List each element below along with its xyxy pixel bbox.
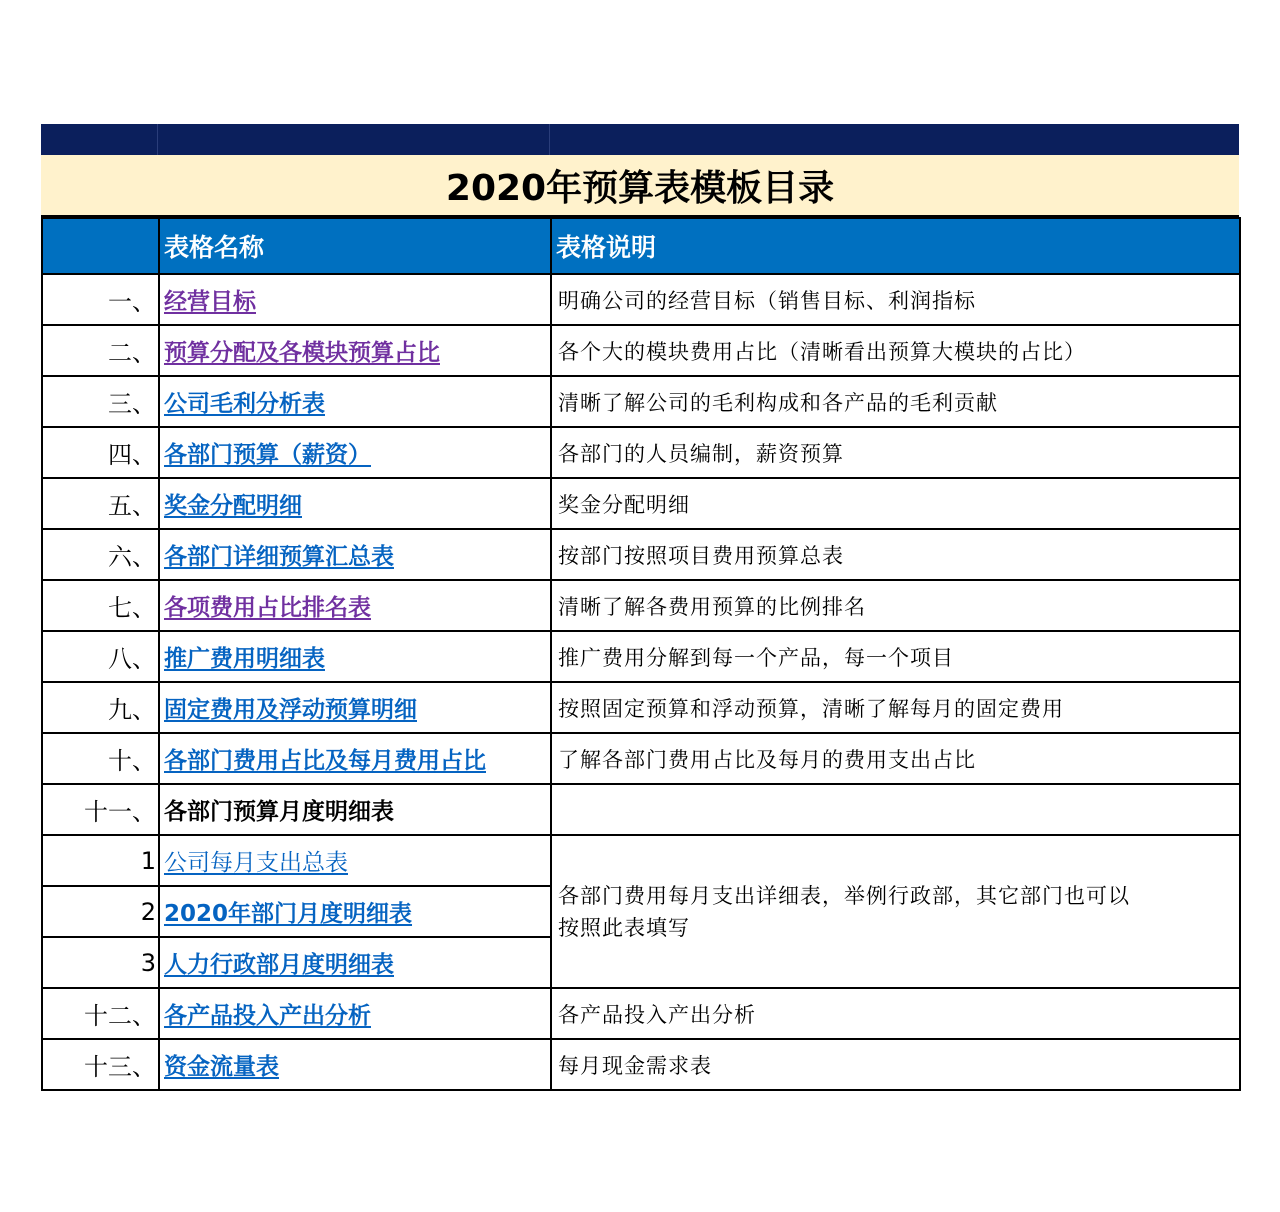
row-description: 清晰了解各费用预算的比例排名: [551, 580, 1240, 631]
row-number: 六、: [42, 529, 159, 580]
row-number: 九、: [42, 682, 159, 733]
row-description: 明确公司的经营目标（销售目标、利润指标: [551, 274, 1240, 325]
row-number: 3: [42, 937, 159, 988]
row-description: 每月现金需求表: [551, 1039, 1240, 1090]
row-description: 了解各部门费用占比及每月的费用支出占比: [551, 733, 1240, 784]
row-number: 十、: [42, 733, 159, 784]
top-bar-segment: [41, 124, 158, 155]
row-number: 十一、: [42, 784, 159, 835]
row-number: 十三、: [42, 1039, 159, 1090]
row-number: 七、: [42, 580, 159, 631]
table-row: [42, 325, 1240, 376]
top-bar-segment: [550, 124, 1239, 155]
table-row: [42, 1039, 1240, 1090]
row-description: 推广费用分解到每一个产品，每一个项目: [551, 631, 1240, 682]
sheet-link[interactable]: 固定费用及浮动预算明细: [164, 697, 417, 723]
row-number: 三、: [42, 376, 159, 427]
table-header-row: [42, 218, 1240, 274]
row-number: 2: [42, 886, 159, 937]
catalog-sheet: [41, 124, 1239, 1091]
table-row: [42, 835, 1240, 886]
header-cell-name: 表格名称: [159, 218, 551, 274]
table-row: [42, 733, 1240, 784]
top-bar-segment: [158, 124, 550, 155]
row-number: 一、: [42, 274, 159, 325]
sheet-link[interactable]: 各部门费用占比及每月费用占比: [164, 748, 486, 774]
sheet-link[interactable]: 预算分配及各模块预算占比: [164, 340, 440, 366]
row-number: 二、: [42, 325, 159, 376]
table-row: [42, 274, 1240, 325]
top-bar: [41, 124, 1239, 155]
sheet-link[interactable]: 各部门预算（薪资）: [164, 442, 371, 468]
sheet-link[interactable]: 各产品投入产出分析: [164, 1003, 371, 1029]
sheet-link[interactable]: 2020年部门月度明细表: [164, 901, 413, 927]
sheet-link[interactable]: 人力行政部月度明细表: [164, 952, 394, 978]
table-row: [42, 682, 1240, 733]
catalog-table: [41, 217, 1241, 1091]
row-description: 按照固定预算和浮动预算，清晰了解每月的固定费用: [551, 682, 1240, 733]
row-description: 奖金分配明细: [551, 478, 1240, 529]
table-row: [42, 784, 1240, 835]
sheet-link[interactable]: 奖金分配明细: [164, 493, 302, 519]
merged-description-line: 按照此表填写: [558, 915, 690, 940]
section-label: 各部门预算月度明细表: [164, 799, 394, 825]
row-number: 十二、: [42, 988, 159, 1039]
row-number: 四、: [42, 427, 159, 478]
merged-description: [551, 835, 1240, 988]
table-row: [42, 376, 1240, 427]
header-cell-index: [42, 218, 159, 274]
sheet-link[interactable]: 各项费用占比排名表: [164, 595, 371, 621]
page-title: 2020年预算表模板目录: [41, 155, 1239, 217]
row-description: 各产品投入产出分析: [551, 988, 1240, 1039]
sheet-link[interactable]: 公司毛利分析表: [164, 391, 325, 417]
row-description: 各个大的模块费用占比（清晰看出预算大模块的占比）: [551, 325, 1240, 376]
sheet-link[interactable]: 推广费用明细表: [164, 646, 325, 672]
sheet-link[interactable]: 公司每月支出总表: [164, 850, 348, 876]
sheet-link[interactable]: 各部门详细预算汇总表: [164, 544, 394, 570]
row-number: 八、: [42, 631, 159, 682]
table-row: [42, 427, 1240, 478]
table-row: [42, 631, 1240, 682]
row-description: 按部门按照项目费用预算总表: [551, 529, 1240, 580]
table-row: [42, 988, 1240, 1039]
merged-description-line: 各部门费用每月支出详细表，举例行政部，其它部门也可以: [558, 883, 1130, 908]
row-description: 清晰了解公司的毛利构成和各产品的毛利贡献: [551, 376, 1240, 427]
table-row: [42, 478, 1240, 529]
sheet-link[interactable]: 资金流量表: [164, 1054, 279, 1080]
table-row: [42, 529, 1240, 580]
row-description: [551, 784, 1240, 835]
row-number: 1: [42, 835, 159, 886]
header-cell-desc: 表格说明: [551, 218, 1240, 274]
row-description: 各部门的人员编制，薪资预算: [551, 427, 1240, 478]
row-number: 五、: [42, 478, 159, 529]
sheet-link[interactable]: 经营目标: [164, 289, 256, 315]
table-row: [42, 580, 1240, 631]
